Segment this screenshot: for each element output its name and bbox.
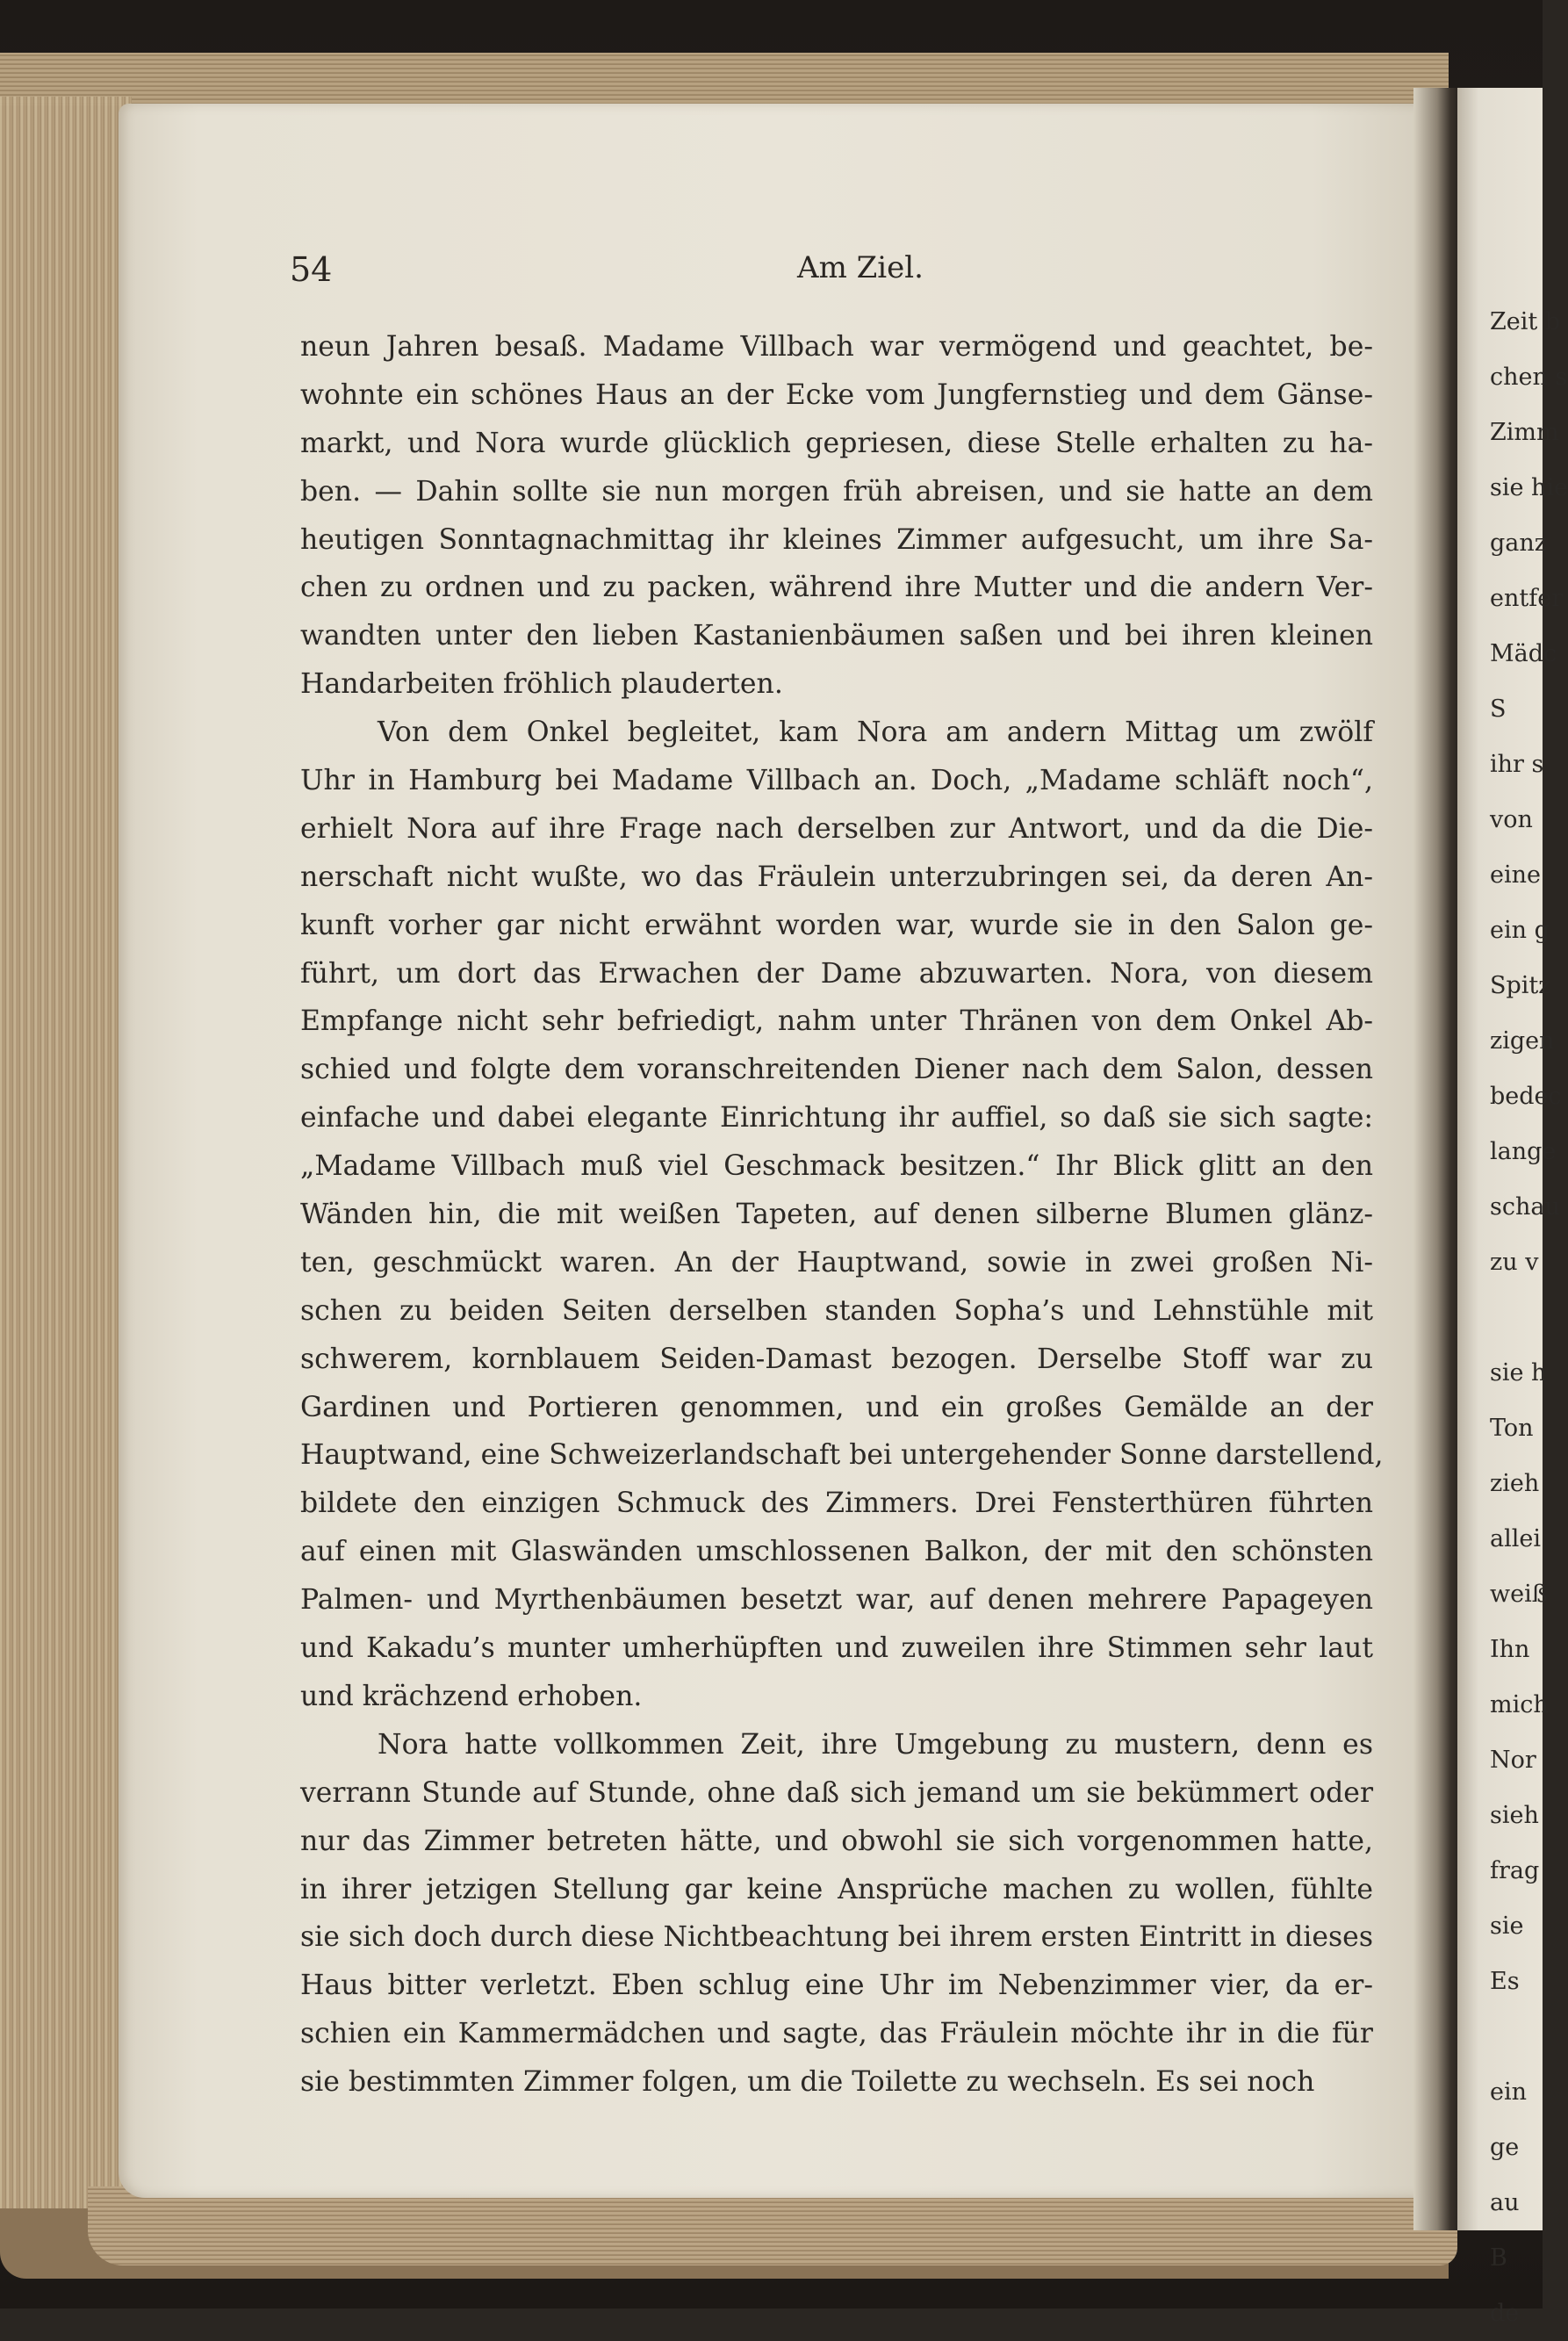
text-line: Palmen- und Myrthenbäumen besetzt war, auf denen mehrere Papageyen [300,1584,1373,1617]
facing-text-line: Zeit b [1490,308,1561,335]
facing-text-line: schau [1490,1193,1560,1221]
facing-text-line: allei [1490,1525,1541,1552]
facing-text-line [1490,2009,1543,2064]
facing-text-line: ihr s [1490,751,1544,778]
facing-text-line: S [1490,695,1507,723]
facing-text-line: Zimm [1490,419,1559,446]
running-head [290,250,1378,303]
page-edges-bottom [88,2186,1457,2265]
facing-text-line: mich [1490,1691,1549,1718]
facing-text-line: zigen [1490,1027,1555,1055]
facing-text-line: Es [1490,1968,1520,1995]
facing-text-line: sieh [1490,1802,1539,1829]
text-line: nerschaft nicht wußte, wo das Fräulein unterzubringen sei, da deren An- [300,861,1373,893]
text-line: sie sich doch durch diese Nichtbeachtung bei ihrem ersten Eintritt in dieses [300,1921,1373,1954]
facing-text-line: de [1490,2300,1520,2327]
text-line: Hauptwand, eine Schweizerlandschaft bei untergehender Sonne darstellend, [300,1439,1384,1472]
text-line: und krächzend erhoben. [300,1680,643,1712]
text-line: Empfange nicht sehr befriedigt, nahm unter Thränen von dem Onkel Ab- [300,1005,1373,1038]
text-line: wohnte ein schönes Haus an der Ecke vom Jungfernstieg und dem Gänse- [300,378,1373,411]
facing-text-line: Spitz [1490,972,1551,999]
facing-text-line: au [1490,2189,1520,2216]
text-line: schen zu beiden Seiten derselben standen Sopha’s und Lehnstühle mit [300,1294,1373,1327]
text-line: erhielt Nora auf ihre Frage nach derselben zur Antwort, und da die Die- [300,812,1373,845]
facing-text-line: chen s [1490,364,1568,391]
text-line: chen zu ordnen und zu packen, während ihre Mutter und die andern Ver- [300,572,1373,604]
page-edges-left [0,97,132,2208]
facing-text-line: Ton [1490,1415,1534,1442]
text-line: ten, geschmückt waren. An der Hauptwand, sowie in zwei großen Ni- [300,1246,1373,1279]
facing-page-text [1490,294,1568,2341]
text-line: Gardinen und Portieren genommen, und ein großes Gemälde an der [300,1391,1373,1423]
facing-text-line: ganz [1490,529,1547,557]
text-line: schien ein Kammermädchen und sagte, das Fräulein möchte ihr in die für [300,2018,1373,2050]
text-line: führt, um dort das Erwachen der Dame abzuwarten. Nora, von diesem [300,957,1373,990]
text-line: markt, und Nora wurde glücklich gepriesen, diese Stelle erhalten zu ha- [300,427,1373,459]
facing-text-line: entfer [1490,585,1564,612]
text-line: kunft vorher gar nicht erwähnt worden war, wurde sie in den Salon ge- [300,909,1373,941]
text-line: Wänden hin, die mit weißen Tapeten, auf denen silberne Blumen glänz- [300,1199,1373,1231]
page-number: 54 [290,250,333,289]
facing-text-line: Ihn [1490,1636,1530,1663]
facing-text-line: zu v [1490,1249,1539,1276]
text-line: Uhr in Hamburg bei Madame Villbach an. Doch, „Madame schläft noch“, [300,765,1373,797]
facing-text-line: lange [1490,1138,1557,1165]
text-line: Nora hatte vollkommen Zeit, ihre Umgebung zu mustern, denn es [378,1728,1373,1761]
text-line: in ihrer jetzigen Stellung gar keine Ansprüche machen zu wollen, fühlte [300,1873,1373,1905]
body-text [300,323,1384,2107]
facing-text-line: frag [1490,1857,1540,1884]
facing-text-line: eine [1490,861,1541,889]
text-line: auf einen mit Glaswänden umschlossenen Balkon, der mit den schönsten [300,1536,1373,1568]
text-line: „Madame Villbach muß viel Geschmack besitzen.“ Ihr Blick glitt an den [300,1150,1373,1183]
facing-text-line: Nor [1490,1747,1536,1774]
facing-text-line: bedec [1490,1083,1562,1110]
text-line: schied und folgte dem voranschreitenden Diener nach dem Salon, dessen [300,1054,1373,1086]
text-line: und Kakadu’s munter umherhüpften und zuweilen ihre Stimmen sehr laut [300,1632,1373,1665]
text-line: bildete den einzigen Schmuck des Zimmers. Drei Fensterthüren führten [300,1487,1373,1520]
text-line: sie bestimmten Zimmer folgen, um die Toilette zu wechseln. Es sei noch [300,2066,1315,2099]
facing-text-line: weiß [1490,1581,1548,1608]
facing-text-line: ge [1490,2134,1520,2161]
facing-text-line [1490,1290,1543,1345]
text-line: Von dem Onkel begleitet, kam Nora am andern Mittag um zwölf [378,717,1373,749]
text-line: schwerem, kornblauem Seiden-Damast bezogen. Derselbe Stoff war zu [300,1343,1373,1375]
facing-text-line: Mädc [1490,640,1557,667]
facing-text-line: zieh [1490,1470,1540,1497]
text-line: einfache und dabei elegante Einrichtung ihr auffiel, so daß sie sich sagte: [300,1102,1373,1134]
facing-text-line: sie [1490,1912,1524,1940]
facing-text-line: ein [1490,2078,1528,2106]
text-line: Haus bitter verletzt. Eben schlug eine Uhr im Nebenzimmer vier, da er- [300,1970,1373,2002]
facing-text-line: B [1490,2244,1507,2272]
text-line: nur das Zimmer betreten hätte, und obwohl sie sich vorgenommen hatte, [300,1825,1373,1857]
text-line: Handarbeiten fröhlich plauderten. [300,668,783,701]
text-line: heutigen Sonntagnachmittag ihr kleines Zimmer aufgesucht, um ihre Sa- [300,523,1373,556]
text-line: neun Jahren besaß. Madame Villbach war vermögend und geachtet, be- [300,331,1373,363]
running-title: Am Ziel. [797,250,924,285]
text-line: wandten unter den lieben Kastanienbäumen saßen und bei ihren kleinen [300,620,1373,652]
facing-text-line: sie hie [1490,474,1568,501]
text-line: ben. — Dahin sollte sie nun morgen früh abreisen, und sie hatte an dem [300,475,1373,508]
page-edges-top [0,53,1449,105]
text-line: verrann Stunde auf Stunde, ohne daß sich jemand um sie bekümmert oder [300,1776,1373,1809]
facing-text-line: ein g [1490,917,1550,944]
facing-text-line: von [1490,806,1533,833]
facing-text-line: sie h [1490,1359,1547,1387]
